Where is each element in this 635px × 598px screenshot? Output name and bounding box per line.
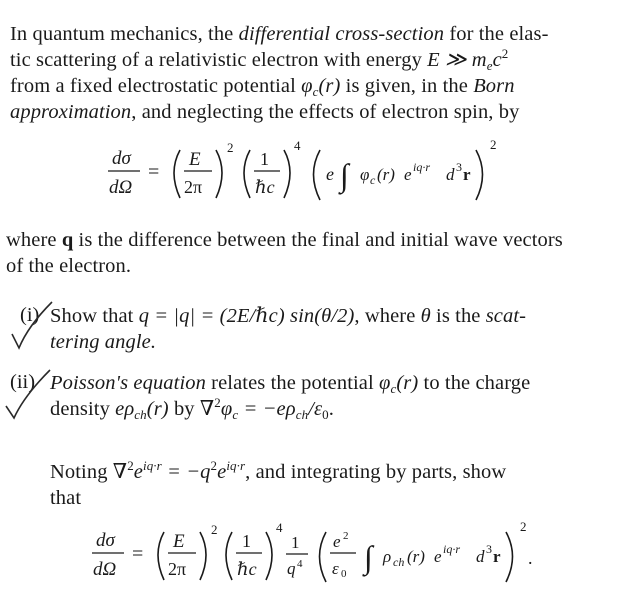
where-line-2: of the electron. <box>6 255 132 277</box>
equation-born-cross-section <box>100 138 540 210</box>
eq2-integral-sign: ∫ <box>364 539 373 575</box>
eq1-exp-2: 2 <box>227 140 234 155</box>
checkmark-icon <box>2 366 54 424</box>
where-line-1: where q is the difference between the final and initial wave vectors <box>6 229 563 251</box>
eq1-equals: = <box>148 161 160 183</box>
eq1-one: 1 <box>260 149 269 169</box>
noting-line-1: Noting $\nabla^2e^{iq\cdot r} = -q^2e^{iq\cdot r}$, and integrating by parts, show <box>50 458 507 483</box>
item-ii-line-1: Poisson's equation relates the potential $\varphi_c(r)$ to the charge <box>50 372 531 396</box>
eq1-e: e <box>326 164 334 184</box>
eq2-d-r: r <box>493 547 501 566</box>
eq2-d: d <box>476 547 485 566</box>
eq2-exp-base: e <box>434 547 442 566</box>
eq2-one-b: 1 <box>291 533 300 552</box>
eq1-two-pi: 2π <box>184 177 203 197</box>
intro-line-1: In quantum mechanics, the differential cross-section for the elas- <box>10 23 549 45</box>
eq1-d-omega: dΩ <box>109 177 133 198</box>
item-i-label: (i) <box>20 304 40 326</box>
eq2-q: q <box>287 559 296 578</box>
eq2-exp-iqr: iq·r <box>443 542 461 556</box>
eq1-phi-sub: c <box>370 173 376 187</box>
eq2-d-omega: dΩ <box>93 559 117 580</box>
item-i-line-2: tering angle. <box>50 331 157 353</box>
intro-line-4: approximation, and neglecting the effects of electron spin, by <box>10 101 520 123</box>
item-ii-line-2: density $e\rho_{ch}(r)$ by $\nabla^2\varphi_c = -e\rho_{ch}/\varepsilon_0$. <box>50 395 335 422</box>
eq1-integral-sign: ∫ <box>340 157 349 193</box>
eq2-exp-4: 4 <box>276 520 283 535</box>
eq2-e: e <box>333 532 341 551</box>
eq1-outer-exp: 2 <box>490 138 497 152</box>
checkmark-icon <box>6 298 56 354</box>
eq1-hbar-c: ℏc <box>255 177 275 197</box>
item-ii-label: (ii) <box>10 371 36 393</box>
eq1-d-r: r <box>463 165 471 184</box>
eq2-rho: ρ <box>383 547 392 566</box>
eq1-exp-iqr: iq·r <box>413 160 431 174</box>
eq2-epsilon-sub: 0 <box>341 568 347 580</box>
eq1-r: (r) <box>377 165 395 184</box>
eq2-E: E <box>173 531 185 552</box>
intro-line-2: tic scattering of a relativistic electron with energy E ≫ $m_ec^2$ <box>10 46 509 73</box>
eq2-period: . <box>528 548 533 568</box>
eq2-exp-2: 2 <box>211 522 218 537</box>
eq2-outer-exp: 2 <box>520 519 527 534</box>
eq1-phi: φ <box>360 165 370 184</box>
eq2-q-exp: 4 <box>297 558 303 570</box>
eq1-exp-base: e <box>404 165 412 184</box>
eq2-hbar-c: ℏc <box>237 559 257 579</box>
eq2-two-pi: 2π <box>168 559 187 579</box>
eq2-rho-sub: ch <box>393 555 405 569</box>
eq2-e-exp: 2 <box>343 530 349 542</box>
eq2-one: 1 <box>242 531 251 551</box>
eq1-d: d <box>446 165 455 184</box>
eq1-d-sigma: dσ <box>112 148 131 169</box>
equation-charge-density-cross-section <box>86 518 586 594</box>
eq2-r: (r) <box>407 547 425 566</box>
eq2-d-exp: 3 <box>486 542 492 556</box>
eq2-epsilon: ε <box>332 559 339 578</box>
item-i-line-1: Show that q = |q| = (2E/ℏc) sin(θ/2), where θ is the scat- <box>50 305 527 327</box>
intro-line-3: from a fixed electrostatic potential $\varphi_c(r)$ is given, in the Born <box>10 75 515 99</box>
noting-line-2: that <box>50 487 82 509</box>
eq1-E: E <box>189 149 201 170</box>
eq2-equals: = <box>132 543 144 565</box>
eq1-exp-4: 4 <box>294 138 301 153</box>
eq1-d-exp: 3 <box>456 160 462 174</box>
eq2-d-sigma: dσ <box>96 530 115 551</box>
